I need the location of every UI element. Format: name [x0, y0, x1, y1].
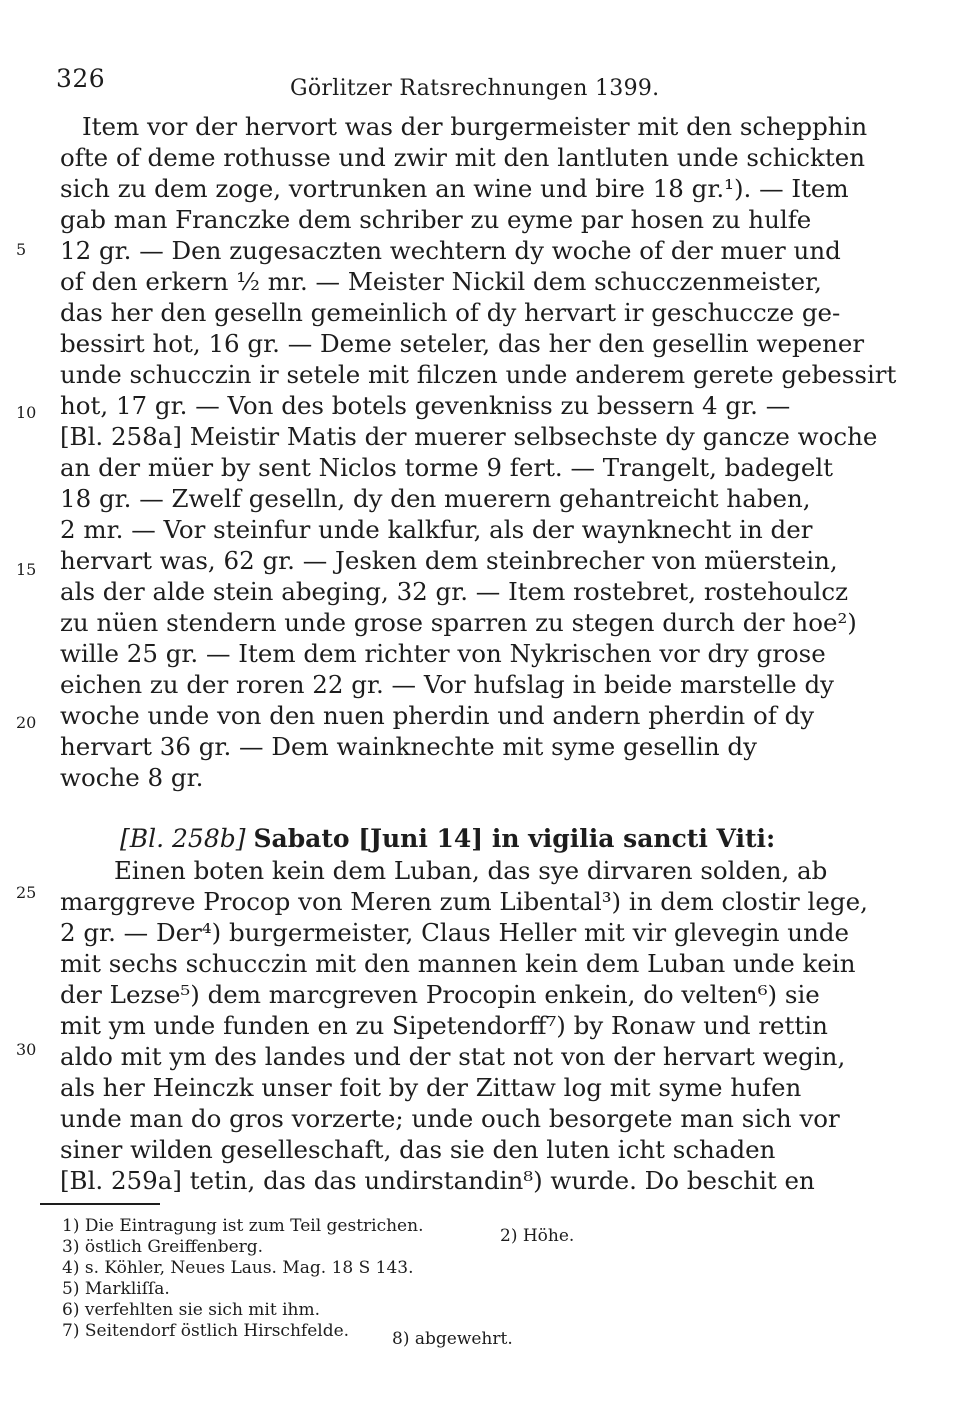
- footnote-6: [62, 1300, 320, 1320]
- body-line: 18 gr. — Zwelf geselln, dy den muerern gehantreicht haben,: [60, 484, 811, 513]
- body-line: unde schucczin ir setele mit filczen unde anderem gerete gebessirt: [60, 360, 897, 389]
- footnote-4: [62, 1258, 414, 1278]
- footnote-8: [392, 1329, 513, 1349]
- section-line: siner wilden geselleschaft, das sie den luten icht schaden: [60, 1135, 776, 1164]
- section-heading: [120, 824, 775, 853]
- body-line: hervart 36 gr. — Dem wainknechte mit syme gesellin dy: [60, 732, 757, 761]
- line-number-20: 20: [16, 713, 37, 732]
- footnote-rule: [40, 1203, 160, 1205]
- section-line: als her Heinczk unser foit by der Zittaw log mit syme hufen: [60, 1073, 802, 1102]
- footnote-text: Höhe.: [522, 1226, 575, 1246]
- section-line: [Bl. 259a] tetin, das das undirstandin⁸) wurde. Do beschit en: [60, 1166, 815, 1195]
- body-line: of den erkern ½ mr. — Meister Nickil dem schucczenmeister,: [60, 267, 822, 296]
- footnote-text: Die Eintragung ist zum Teil gestrichen.: [84, 1216, 424, 1236]
- footnote-text: Seitendorf östlich Hirschfelde.: [84, 1321, 350, 1341]
- section-line: mit ym unde funden en zu Sipetendorff⁷) by Ronaw und rettin: [60, 1011, 828, 1040]
- section-line: Einen boten kein dem Luban, das sye dirvaren solden, ab: [114, 856, 828, 885]
- footnote-7: [62, 1321, 349, 1341]
- body-line: als der alde stein abeging, 32 gr. — Item rostebret, rostehoulcz: [60, 577, 848, 606]
- page-number: 326: [56, 64, 106, 93]
- body-line: wille 25 gr. — Item dem richter von Nykrischen vor dry grose: [60, 639, 826, 668]
- footnote-1: [62, 1216, 423, 1236]
- footnote-text: verfehlten sie sich mit ihm.: [84, 1300, 320, 1320]
- line-number-10: 10: [16, 403, 37, 422]
- section-line: der Lezse⁵) dem marcgreven Procopin enkein, do velten⁶) sie: [60, 980, 820, 1009]
- footnote-mark: 4): [62, 1258, 80, 1278]
- body-line: gab man Franczke dem schriber zu eyme par hosen zu hulfe: [60, 205, 812, 234]
- footnote-mark: 5): [62, 1279, 80, 1299]
- body-line: das her den geselln gemeinlich of dy hervart ir geschuccze ge-: [60, 298, 841, 327]
- footnote-text: Markliſſa.: [84, 1279, 170, 1299]
- footnote-3: [62, 1237, 263, 1257]
- footnote-text: abgewehrt.: [414, 1329, 513, 1349]
- footnote-text: s. Köhler, Neues Laus. Mag. 18 S 143.: [84, 1258, 414, 1278]
- section-line: mit sechs schucczin mit den mannen kein dem Luban unde kein: [60, 949, 856, 978]
- section-title: Sabato [Juni 14] in vigilia sancti Viti:: [253, 824, 776, 853]
- body-line: hot, 17 gr. — Von des botels gevenkniss zu bessern 4 gr. —: [60, 391, 791, 420]
- body-line: zu nüen stendern unde grose sparren zu stegen durch der hoe²): [60, 608, 857, 637]
- body-line: bessirt hot, 16 gr. — Deme seteler, das her den gesellin wepener: [60, 329, 865, 358]
- body-line: woche 8 gr.: [60, 763, 204, 792]
- body-line: sich zu dem zoge, vortrunken an wine und bire 18 gr.¹). — Item: [60, 174, 849, 203]
- body-line: 2 mr. — Vor steinfur unde kalkfur, als der waynknecht in der: [60, 515, 813, 544]
- footnote-text: östlich Greiffenberg.: [84, 1237, 264, 1257]
- line-number-25: 25: [16, 883, 37, 902]
- footnote-mark: 8): [392, 1329, 410, 1349]
- body-line: eichen zu der roren 22 gr. — Vor hufslag in beide marstelle dy: [60, 670, 834, 699]
- body-line: woche unde von den nuen pherdin und andern pherdin of dy: [60, 701, 815, 730]
- section-line: 2 gr. — Der⁴) burgermeister, Claus Heller mit vir glevegin unde: [60, 918, 850, 947]
- footnote-mark: 6): [62, 1300, 80, 1320]
- running-title: Görlitzer Ratsrechnungen 1399.: [290, 76, 660, 101]
- footnote-mark: 2): [500, 1226, 518, 1246]
- line-number-15: 15: [16, 560, 37, 579]
- footnote-2: [500, 1226, 574, 1246]
- body-line: hervart was, 62 gr. — Jesken dem steinbrecher von müerstein,: [60, 546, 838, 575]
- line-number-30: 30: [16, 1040, 37, 1059]
- footnote-mark: 7): [62, 1321, 80, 1341]
- section-folio: [Bl. 258b]: [120, 824, 246, 853]
- section-line: marggreve Procop von Meren zum Libental³) in dem clostir lege,: [60, 887, 868, 916]
- body-line: ofte of deme rothusse und zwir mit den lantluten unde schickten: [60, 143, 865, 172]
- footnote-mark: 1): [62, 1216, 80, 1236]
- body-line: [Bl. 258a] Meistir Matis der muerer selbsechste dy gancze woche: [60, 422, 878, 451]
- body-line: 12 gr. — Den zugesaczten wechtern dy woche of der muer und: [60, 236, 841, 265]
- line-number-5: 5: [16, 240, 27, 259]
- footnote-mark: 3): [62, 1237, 80, 1257]
- body-line: Item vor der hervort was der burgermeister mit den schepphin: [82, 112, 868, 141]
- section-line: aldo mit ym des landes und der stat not von der hervart wegin,: [60, 1042, 846, 1071]
- body-line: an der müer by sent Niclos torme 9 fert. — Trangelt, badegelt: [60, 453, 834, 482]
- footnote-5: [62, 1279, 170, 1299]
- section-line: unde man do gros vorzerte; unde ouch besorgete man sich vor: [60, 1104, 840, 1133]
